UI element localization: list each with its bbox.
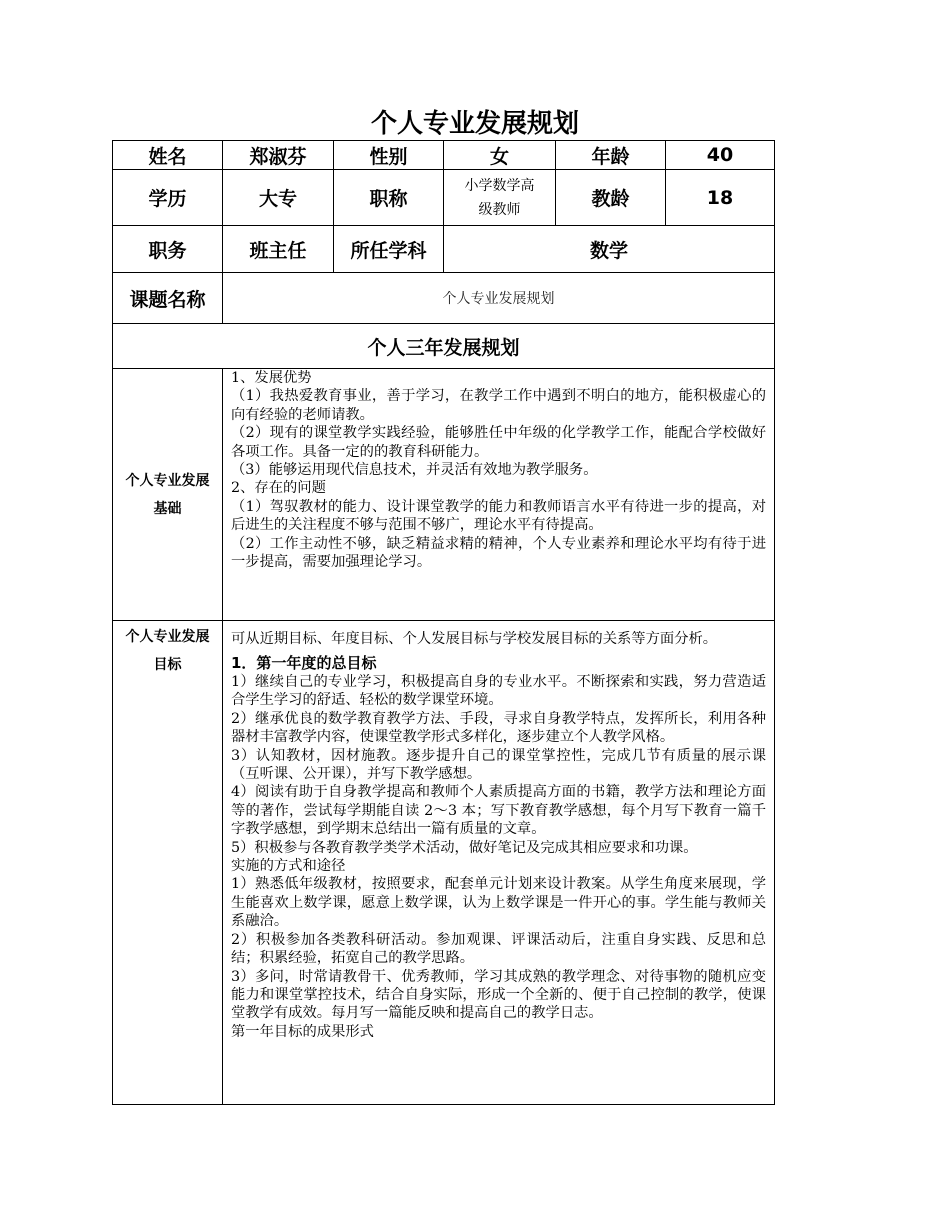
duty-value: 班主任 (223, 226, 334, 273)
title-rank-line: 级教师 (478, 201, 521, 218)
topic-value: 个人专业发展规划 (223, 273, 775, 324)
table-row (113, 273, 775, 324)
profile-table (112, 140, 775, 1105)
goals-content (223, 621, 775, 1105)
gender-value: 女 (444, 141, 556, 170)
goals-label-line: 目标 (153, 657, 182, 673)
table-row (113, 226, 775, 273)
document-title: 个人专业发展规划 (370, 109, 579, 139)
subject-value: 数学 (444, 226, 775, 273)
table-row (113, 141, 775, 170)
teaching-years-label: 教龄 (556, 170, 666, 226)
plan-header: 个人三年发展规划 (113, 324, 775, 369)
title-rank-label: 职称 (334, 170, 444, 226)
goals-label-line: 个人专业发展 (125, 629, 210, 645)
goals-paragraph: 4）阅读有助于自身教学提高和教师个人素质提高方面的书籍，教学方法和理论方面等的著作，尝试每学期能自读 2～3 本；写下教育教学感想，每个月写下教育一篇千字教学感想，到学期末总结出一篇有质量的文章。 (231, 784, 766, 838)
duty-label: 职务 (113, 226, 223, 273)
goals-intro: 可从近期目标、年度目标、个人发展目标与学校发展目标的关系等方面分析。 (231, 631, 718, 647)
title-rank-value (444, 170, 556, 226)
name-value: 郑淑芬 (223, 141, 334, 170)
basis-paragraph: （3）能够运用现代信息技术，并灵活有效地为教学服务。 (231, 462, 598, 479)
table-row (113, 621, 775, 1105)
age-label: 年龄 (556, 141, 666, 170)
goals-paragraph: 1）熟悉低年级教材，按照要求，配套单元计划来设计教案。从学生角度来展现，学生能喜欢上数学课，愿意上数学课，认为上数学课是一件开心的事。学生能与教师关系融洽。 (231, 876, 766, 930)
basis-content (223, 369, 775, 621)
topic-label: 课题名称 (113, 273, 223, 324)
goals-paragraph: 2）积极参加各类教科研活动。参加观课、评课活动后，注重自身实践、反思和总结；积累经验，拓宽自己的教学思路。 (231, 931, 766, 967)
basis-paragraph: （1）驾驭教材的能力、设计课堂教学的能力和教师语言水平有待进一步的提高，对后进生的关注程度不够与范围不够广，理论水平有待提高。 (231, 498, 766, 534)
basis-paragraph: （2）工作主动性不够，缺乏精益求精的精神，个人专业素养和理论水平均有待于进一步提高，需要加强理论学习。 (231, 535, 766, 571)
basis-paragraph: 2、存在的问题 (231, 480, 326, 497)
teaching-years-value: 18 (666, 170, 775, 226)
table-row (113, 369, 775, 621)
basis-paragraph: 1、发展优势 (231, 370, 312, 386)
table-row (113, 170, 775, 226)
basis-label (113, 369, 223, 621)
basis-paragraph: （1）我热爱教育事业，善于学习，在教学工作中遇到不明白的地方，能积极虚心的向有经验的老师请教。 (231, 388, 766, 423)
gender-label: 性别 (334, 141, 444, 170)
subject-label: 所任学科 (334, 226, 444, 273)
goals-paragraph: 3）认知教材，因材施教。逐步提升自己的课堂掌控性，完成几节有质量的展示课（互听课、公开课），并写下教学感想。 (231, 747, 766, 783)
goals-paragraph: 1）继续自己的专业学习，积极提高自身的专业水平。不断探索和实践，努力营造适合学生学习的舒适、轻松的数学课堂环境。 (231, 674, 766, 709)
goals-heading: 1．第一年度的总目标 (231, 654, 377, 672)
name-label: 姓名 (113, 141, 223, 170)
basis-paragraph: （2）现有的课堂教学实践经验，能够胜任中年级的化学教学工作，能配合学校做好各项工作。具备一定的的教育科研能力。 (231, 425, 766, 460)
table-row (113, 324, 775, 369)
basis-label-line: 个人专业发展 (125, 472, 210, 489)
goals-label (113, 621, 223, 1105)
education-value: 大专 (223, 170, 334, 226)
goals-paragraph: 实施的方式和途径 (231, 858, 346, 875)
basis-label-line: 基础 (153, 500, 182, 517)
goals-paragraph: 第一年目标的成果形式 (231, 1023, 374, 1040)
goals-paragraph: 5）积极参与各教育教学类学术活动，做好笔记及完成其相应要求和功课。 (231, 839, 698, 856)
education-label: 学历 (113, 170, 223, 226)
age-value: 40 (666, 141, 775, 170)
title-rank-line: 小学数学高 (464, 177, 535, 194)
goals-paragraph: 3）多问，时常请教骨干、优秀教师，学习其成熟的教学理念、对待事物的随机应变能力和课堂掌控技术，结合自身实际，形成一个全新的、便于自己控制的教学，使课堂教学有成效。每月写一篇能反映和提高自己的教学日志。 (231, 968, 766, 1022)
goals-paragraph: 2）继承优良的数学教育教学方法、手段，寻求自身教学特点，发挥所长，利用各种器材丰富教学内容，使课堂教学形式多样化，逐步建立个人教学风格。 (231, 710, 766, 746)
